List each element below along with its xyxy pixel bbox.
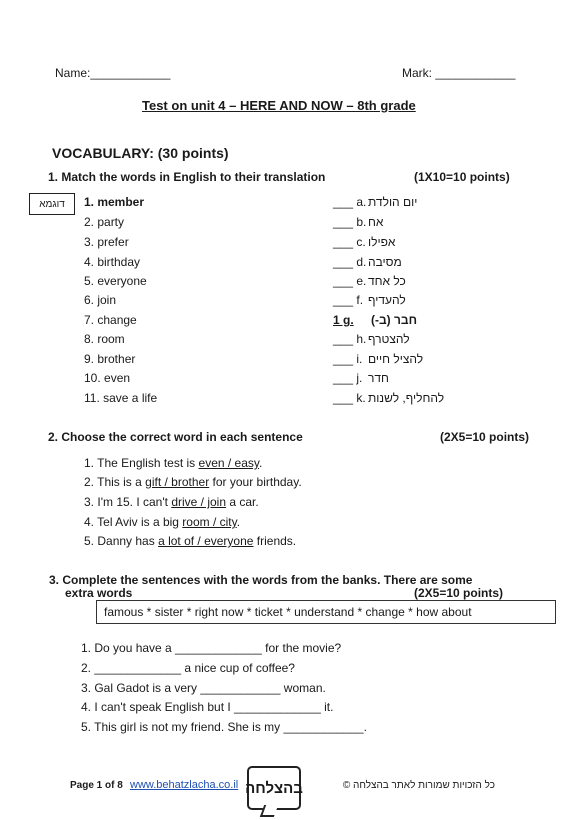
vocab-hebrew-translation: להחליף, לשנות [368, 391, 445, 405]
vocab-english-word: 1. member [84, 195, 145, 209]
q1-title: 1. Match the words in English to their translation [48, 170, 326, 184]
page-title: Test on unit 4 – HERE AND NOW – 8th grade [142, 98, 416, 113]
word-bank-text: famous * sister * right now * ticket * understand * change * how about [104, 605, 472, 619]
q2-sentence-end: for your birthday. [209, 475, 302, 489]
vocab-hebrew-translation: להציל חיים [368, 352, 424, 366]
q2-points: (2X5=10 points) [440, 430, 530, 444]
page-number: Page 1 of 8 [70, 780, 123, 791]
q3-sentence[interactable]: 5. This girl is not my friend. She is my ____________. [81, 720, 367, 734]
vocab-hebrew-translation: אפילו [368, 235, 396, 249]
vocab-hebrew-translation: אח [368, 215, 384, 229]
q2-sentence-start: I'm 15. I can't [97, 495, 172, 509]
q2-sentence [84, 495, 259, 509]
logo-text: בהצלחה [245, 779, 303, 797]
q2-sentence-start: Tel Aviv is a big [97, 515, 183, 529]
vocab-hebrew-translation: להעדיף [368, 293, 406, 307]
q1-points: (1X10=10 points) [414, 170, 510, 184]
q2-sentence-start: Danny has [97, 534, 159, 548]
vocab-answer-blank: ___ a. [333, 195, 367, 209]
q2-title: 2. Choose the correct word in each sentence [48, 430, 303, 444]
vocab-answer-blank: ___ f. [333, 293, 364, 307]
sample-label-box [29, 193, 75, 215]
vocab-hebrew-translation: מסיבה [368, 255, 402, 269]
vocab-english-word: 7. change [84, 313, 137, 327]
vocab-hebrew-translation: חבר (ב-) [371, 313, 418, 327]
q2-sentence-end: . [236, 515, 241, 529]
q2-sentence-end: a car. [226, 495, 259, 509]
word-bank [96, 600, 556, 624]
vocab-answer-blank: 1 g. [333, 313, 354, 327]
q2-sentence-start: This is a [97, 475, 146, 489]
q2-sentence-number: 4. [84, 515, 95, 529]
q2-sentence-end: friends. [253, 534, 297, 548]
q3-sentence[interactable]: 2. _____________ a nice cup of coffee? [81, 661, 295, 675]
vocab-answer-blank: ___ e. [333, 274, 367, 288]
vocab-english-word: 3. prefer [84, 235, 129, 249]
q2-word-choice[interactable]: drive / join [171, 495, 227, 509]
vocab-english-word: 9. brother [84, 352, 136, 366]
vocab-answer-blank: ___ h. [333, 332, 367, 346]
name-field-label: Name:____________ [55, 66, 171, 80]
vocab-answer-blank: ___ i. [333, 352, 363, 366]
q3-sentence[interactable]: 3. Gal Gadot is a very ____________ woman. [81, 681, 326, 695]
vocab-answer-blank: ___ c. [333, 235, 366, 249]
q2-sentence-end: . [259, 456, 263, 470]
logo-tail-icon [260, 805, 278, 817]
q2-sentence [84, 475, 302, 489]
vocab-hebrew-translation: כל אחד [368, 274, 406, 288]
q2-sentence-number: 1. [84, 456, 95, 470]
q2-sentence-start: The English test is [97, 456, 199, 470]
q2-sentence-number: 2. [84, 475, 95, 489]
q2-sentence [84, 515, 240, 529]
vocab-english-word: 5. everyone [84, 274, 147, 288]
q2-sentence-number: 3. [84, 495, 95, 509]
vocab-english-word: 6. join [84, 293, 117, 307]
sample-label: דוגמא [39, 198, 65, 210]
vocabulary-heading: VOCABULARY: (30 points) [52, 145, 229, 161]
mark-field-label: Mark: ____________ [402, 66, 516, 80]
vocab-answer-blank: ___ d. [333, 255, 367, 269]
vocab-english-word: 10. even [84, 371, 131, 385]
vocab-answer-blank: ___ j. [333, 371, 363, 385]
q2-word-choice[interactable]: even / easy [198, 456, 260, 470]
vocab-english-word: 11. save a life [84, 391, 158, 405]
q3-sentence[interactable]: 1. Do you have a _____________ for the movie? [81, 641, 342, 655]
q2-word-choice[interactable]: room / city [182, 515, 237, 529]
vocab-answer-blank: ___ b. [333, 215, 367, 229]
q3-title-line2: extra words [65, 586, 133, 600]
q2-sentence-number: 5. [84, 534, 95, 548]
q2-word-choice[interactable]: gift / brother [145, 475, 210, 489]
vocab-hebrew-translation: יום הולדת [368, 195, 418, 209]
q3-points: (2X5=10 points) [414, 586, 504, 600]
vocab-answer-blank: ___ k. [333, 391, 366, 405]
vocab-english-word: 4. birthday [84, 255, 141, 269]
q3-sentence[interactable]: 4. I can't speak English but I _____________ it. [81, 700, 334, 714]
vocab-hebrew-translation: להצטרף [368, 332, 410, 346]
vocab-english-word: 8. room [84, 332, 125, 346]
q2-word-choice[interactable]: a lot of / everyone [158, 534, 254, 548]
q2-sentence [84, 456, 262, 470]
vocab-english-word: 2. party [84, 215, 125, 229]
behatzlacha-logo [247, 766, 301, 810]
copyright-text: כל הזכויות שמורות לאתר בהצלחה © [342, 780, 495, 791]
q3-title-line1: 3. Complete the sentences with the words from the banks. There are some [49, 573, 473, 587]
vocab-hebrew-translation: חדר [368, 371, 389, 385]
website-link[interactable]: www.behatzlacha.co.il [130, 779, 239, 791]
q2-sentence [84, 534, 296, 548]
